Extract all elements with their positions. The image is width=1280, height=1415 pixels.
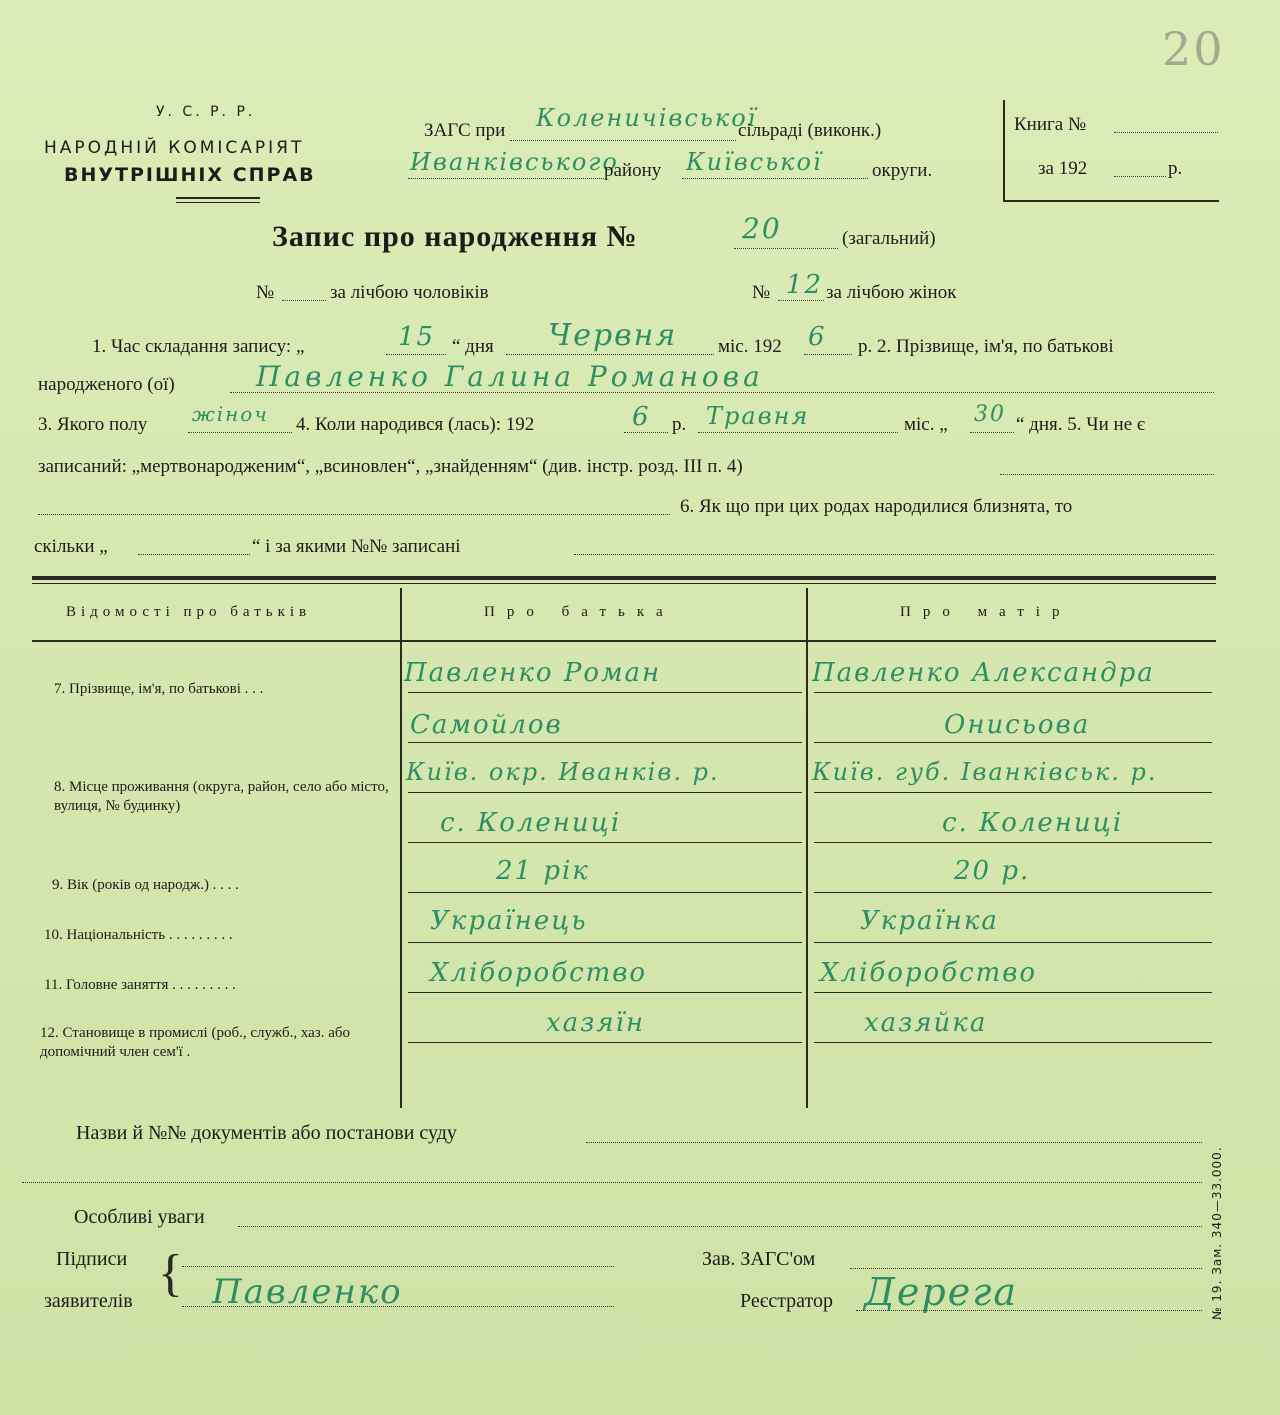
record-line4-blank <box>1000 474 1214 475</box>
row-label-position: 12. Становище в промислі (роб., служб., хаз. або допомічний член сем'ї . <box>40 1025 350 1060</box>
row-line <box>814 842 1212 843</box>
raion-line <box>408 178 604 179</box>
record-line6-a: скільки „ <box>34 536 108 557</box>
birth-year-handwritten: 6 <box>632 402 651 432</box>
table-col-divider-2 <box>806 588 808 1108</box>
record-line6-b: “ і за якими №№ записані <box>252 536 461 557</box>
remarks-label: Особливі уваги <box>74 1206 205 1228</box>
zags-village-line <box>510 140 736 141</box>
child-name-handwritten: Павленко Галина Романова <box>256 360 764 393</box>
signature-line-1 <box>182 1266 614 1267</box>
row-line <box>408 692 802 693</box>
father-name-handwritten: Павленко Роман <box>404 658 662 688</box>
record-general-label: (загальний) <box>842 228 936 249</box>
child-name-line <box>230 392 1214 393</box>
signature-line-2 <box>182 1306 614 1307</box>
page-number-pencil: 20 <box>1162 22 1225 76</box>
record-month-handwritten: Червня <box>548 318 678 353</box>
row-line <box>814 892 1212 893</box>
zags-prefix: ЗАГС при <box>424 120 506 141</box>
book-number-line <box>1114 132 1218 133</box>
birth-month-handwritten: Травня <box>706 402 810 430</box>
row-line <box>408 942 802 943</box>
women-count-line <box>778 300 824 301</box>
print-order-note: № 19. Зам. 340—33.000. <box>1210 1146 1224 1320</box>
row-line <box>408 842 802 843</box>
republic-label: У. С. Р. Р. <box>156 104 256 120</box>
table-header-parents: Відомості про батьків <box>66 604 312 620</box>
book-number-label: Книга № <box>1014 114 1087 135</box>
row-line <box>408 992 802 993</box>
registrar-line <box>856 1310 1202 1311</box>
father-age-handwritten: 21 рік <box>496 856 590 886</box>
row-label-name: 7. Прізвище, ім'я, по батькові . . . <box>54 681 264 697</box>
record-line1-d: р. 2. Прізвище, ім'я, по батькові <box>858 336 1114 357</box>
row-line <box>814 742 1212 743</box>
table-top-rule-thin <box>32 583 1216 584</box>
book-box-bottom <box>1003 200 1219 202</box>
record-month-line <box>506 354 714 355</box>
table-col-divider-1 <box>400 588 402 1108</box>
birth-month-line <box>698 432 898 433</box>
registrar-signature-handwritten: Дерега <box>864 1270 1019 1314</box>
record-day-line <box>386 354 446 355</box>
father-residence-handwritten: Київ. окр. Иванків. р. <box>406 758 720 786</box>
raion-handwritten: Иванківського <box>410 148 619 176</box>
record-line5: 6. Як що при цих родах народилися близнята, то <box>680 496 1073 517</box>
row-label-nationality: 10. Національність . . . . . . . . . <box>44 927 233 943</box>
signatures-label-1: Підписи <box>56 1248 128 1270</box>
father-position-handwritten: хазяїн <box>546 1008 646 1038</box>
okruha-label: округи. <box>872 160 933 181</box>
father-village-handwritten: с. Колениці <box>440 808 622 838</box>
record-line1-b: “ дня <box>452 336 494 357</box>
okruha-handwritten: Київської <box>686 148 823 176</box>
zags-suffix: сільраді (виконк.) <box>738 120 882 141</box>
mother-village-handwritten: с. Колениці <box>942 808 1124 838</box>
mother-residence-handwritten: Київ. губ. Іванківськ. р. <box>812 758 1158 786</box>
documents-label: Назви й №№ документів або постанови суду <box>76 1122 457 1144</box>
documents-line-2 <box>22 1182 1202 1183</box>
mother-name-handwritten: Павленко Александра <box>812 658 1155 688</box>
commissariat-line2: ВНУТРІШНІХ СПРАВ <box>64 164 316 186</box>
record-line1-c: міс. 192 <box>718 336 782 357</box>
header-divider-thin <box>176 202 260 203</box>
row-line <box>814 692 1212 693</box>
book-box-left <box>1003 100 1005 202</box>
birth-day-line <box>970 432 1014 433</box>
father-nationality-handwritten: Українець <box>430 906 588 936</box>
record-number-handwritten: 20 <box>742 212 782 245</box>
table-header-father: Про батька <box>484 604 675 620</box>
book-year-suffix: р. <box>1168 158 1183 179</box>
row-label-occupation: 11. Головне заняття . . . . . . . . . <box>44 977 236 993</box>
row-line <box>408 742 802 743</box>
zags-head-line <box>850 1268 1202 1269</box>
record-line1-a: 1. Час складання запису: „ <box>92 336 305 357</box>
row-label-residence: 8. Місце проживання (округа, район, село або місто, вулиця, № будинку) <box>54 779 389 814</box>
row-label-age: 9. Вік (років од народж.) . . . . <box>52 877 239 893</box>
birth-day-handwritten: 30 <box>974 402 1006 427</box>
table-top-rule <box>32 576 1216 580</box>
mother-occupation-handwritten: Хліборобство <box>820 958 1038 988</box>
men-count-prefix: № <box>256 282 275 303</box>
father-patronymic-handwritten: Самойлов <box>410 710 563 740</box>
raion-label: району <box>604 160 662 181</box>
mother-patronymic-handwritten: Онисьова <box>944 710 1091 740</box>
birth-year-line <box>624 432 668 433</box>
row-line <box>408 792 802 793</box>
women-count-handwritten: 12 <box>786 270 824 300</box>
record-line5-blank <box>38 514 670 515</box>
mother-nationality-handwritten: Українка <box>860 906 999 936</box>
record-year-line <box>804 354 852 355</box>
child-sex-line <box>188 432 292 433</box>
book-year-line <box>1114 176 1166 177</box>
documents-line <box>586 1142 1202 1143</box>
twins-count-line <box>138 554 250 555</box>
record-line4: записаний: „мертвонародженим“, „всиновлен“, „знайденням“ (див. інстр. розд. ІІІ п. 4) <box>38 456 743 477</box>
twins-numbers-line <box>574 554 1214 555</box>
row-line <box>814 942 1212 943</box>
women-count-label: за лічбою жінок <box>826 282 957 303</box>
row-line <box>408 892 802 893</box>
mother-position-handwritten: хазяйка <box>864 1008 988 1038</box>
row-line <box>814 792 1212 793</box>
record-number-line <box>734 248 838 249</box>
record-line3-e: “ дня. 5. Чи не є <box>1016 414 1146 435</box>
book-year-label: за 192 <box>1038 158 1088 179</box>
signatures-brace: { <box>158 1245 183 1302</box>
father-occupation-handwritten: Хліборобство <box>430 958 648 988</box>
record-year-handwritten: 6 <box>808 322 827 352</box>
table-header-mother: Про матір <box>900 604 1072 620</box>
record-day-handwritten: 15 <box>398 322 436 352</box>
zags-head-label: Зав. ЗАГС'ом <box>702 1248 816 1270</box>
record-line2-a: народженого (ої) <box>38 374 175 395</box>
registrar-label: Реєстратор <box>740 1290 834 1312</box>
signatures-label-2: заявителів <box>44 1290 133 1312</box>
women-count-prefix: № <box>752 282 771 303</box>
men-count-label: за лічбою чоловіків <box>330 282 489 303</box>
record-line3-b: 4. Коли народився (лась): 192 <box>296 414 535 435</box>
okruha-line <box>682 178 868 179</box>
table-header-rule <box>32 640 1216 642</box>
applicant-signature-handwritten: Павленко <box>212 1272 403 1312</box>
header-divider <box>176 197 260 199</box>
child-sex-handwritten: жіноч <box>192 402 269 426</box>
row-line <box>814 992 1212 993</box>
row-line <box>408 1042 802 1043</box>
remarks-line <box>238 1226 1202 1227</box>
commissariat-line1: НАРОДНІЙ КОМІСАРІЯТ <box>44 138 305 158</box>
record-line3-a: 3. Якого полу <box>38 414 148 435</box>
men-count-line <box>282 300 326 301</box>
record-title: Запис про народження № <box>272 220 638 253</box>
mother-age-handwritten: 20 р. <box>954 856 1031 886</box>
zags-village-handwritten: Коленичівської <box>536 104 758 132</box>
record-line3-d: міс. „ <box>904 414 948 435</box>
row-line <box>814 1042 1212 1043</box>
record-line3-c: р. <box>672 414 687 435</box>
